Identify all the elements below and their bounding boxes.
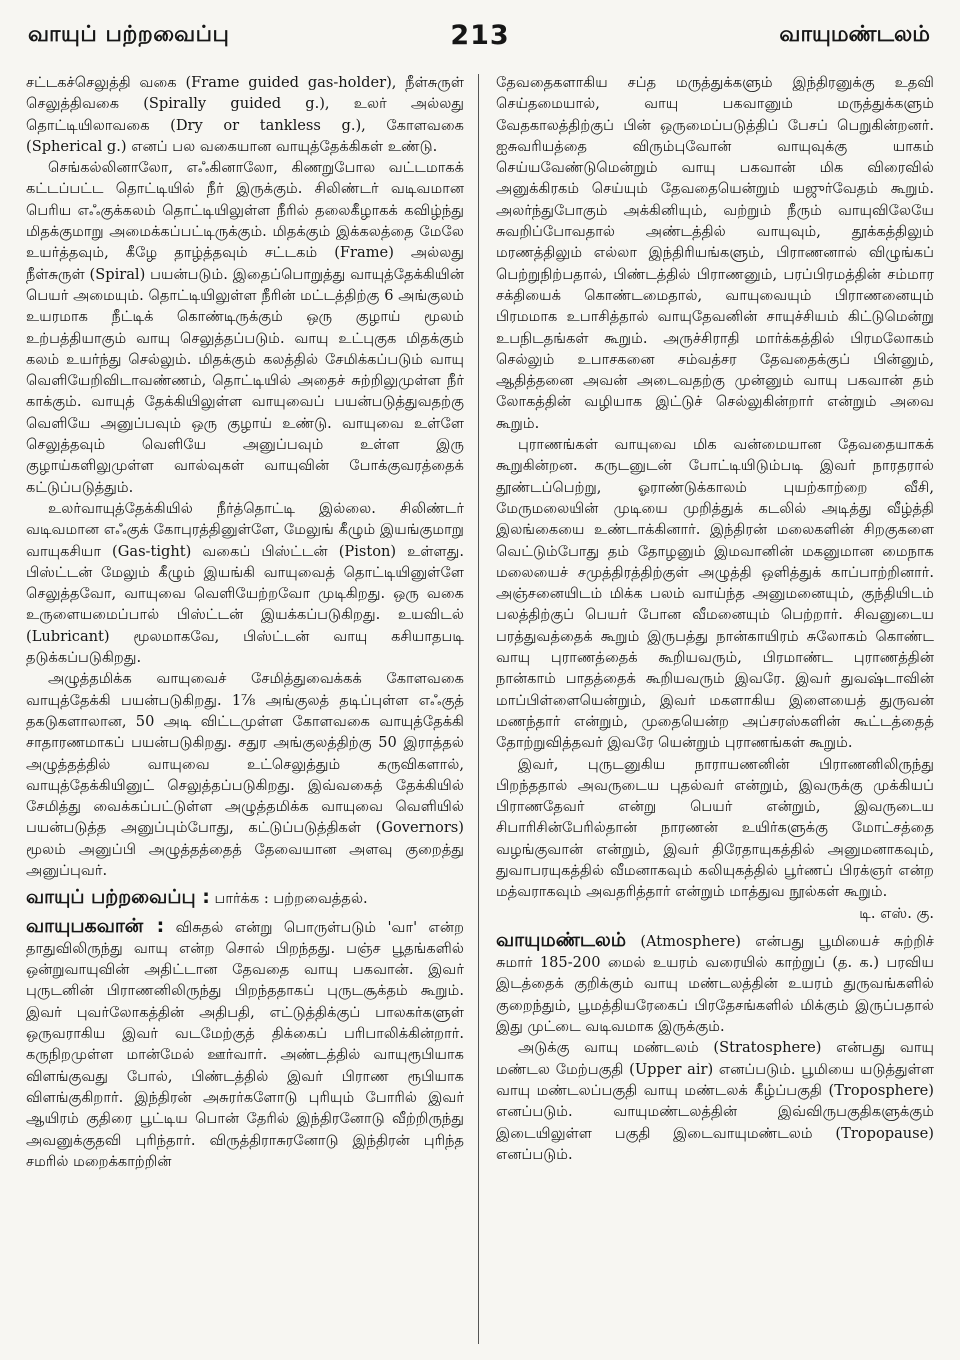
right-column [496,72,934,1347]
author-signature: டி. எஸ். கு. [859,904,934,922]
entry-text: (Atmosphere) என்பது பூமியைச் சுற்றிச் சுமார் 185-200 மைல் உயரம் வரையில் காற்றுப் (த. க.) பரவிய இடத்தைக் குறிக்கும் வாயு மண்டலத்தின் உயரம் துருவங்களில் குறைந்தும், பூமத்தியரேகைப் பிரதேசங்களில் மிக்கும் இருப்பதால் இது முட்டை வடிவமாக இருக்கும். [496,932,934,1036]
paragraph: செங்கல்லினாலோ, எஃகினாலோ, கிணறுபோல வட்டமாகக் கட்டப்பட்ட தொட்டியில் நீர் இருக்கும். சிலிண்டர் வடிவமான பெரிய எஃகுக்கலம் தொட்டியிலுள்ள நீரில் தலைகீழாகக் கவிழ்ந்து மிதக்குமாறு அமைக்கப்பட்டிருக்கும். மிதக்கும் இக்கலத்தை மேலே உயர்த்தவும், கீழே தாழ்த்தவும் சட்டகம் (Frame) அல்லது நீள்சுருள் (Spiral) பயன்படும். இதைப்பொறுத்து வாயுத்தேக்கியின் பெயர் அமையும். தொட்டியிலுள்ள நீரின் மட்டத்திற்கு 6 அங்குலம் உயரமாக நீட்டிக் கொண்டிருக்கும் ஒரு குழாய் மூலம் உற்பத்தியாகும் வாயு செலுத்தப்படும். வாயு உட்புகுக மிதக்கும் கலம் உயர்ந்து செல்லும். மிதக்கும் கலத்தில் சேமிக்கப்படும் வாயு வெளியேறிவிடாவண்ணம், தொட்டியில் அதைச் சுற்றிலுமுள்ள நீர் காக்கும். வாயுத் தேக்கியிலுள்ள வாயுவைப் பயன்படுத்துவதற்கு வெளியே அனுப்பவும் ஒரு குழாய் உண்டு. வாயுவை உள்ளே செலுத்தவும் வெளியே அனுப்பவும் உள்ள இரு குழாய்களிலுமுள்ள வால்வுகள் வாயுவின் போக்குவரத்தைக் கட்டுப்படுத்தும். [26,159,464,496]
entry-atmosphere [496,930,934,1037]
entry-text: பார்க்க : பற்றவைத்தல். [214,890,368,908]
column-divider [478,74,479,1344]
running-head-left: வாயுப் பற்றவைப்பு [28,22,230,47]
page-number: 213 [450,20,510,51]
paragraph: புராணங்கள் வாயுவை மிக வன்மையான தேவதையாகக் கூறுகின்றன. கருடனுடன் போட்டியிடும்படி இவர் நாரதரால் தூண்டப்பெற்று, ஓராண்டுக்காலம் புயற்காற்றை வீசி, மேருமலையின் முடியை முறித்துக் கடலில் அடித்து வீழ்த்தி இலங்கையை உண்டாக்கினார். இந்திரன் மலைகளின் சிறகுகளை வெட்டும்போது தம் தோழனும் இமவானின் மகனுமான மைநாக மலையைச் சமுத்திரத்திற்குள் அழுத்தி ஒளித்துக் காப்பாற்றினார். அஞ்சனையிடம் மிக்க பலம் வாய்ந்த அனுமனையும், குந்தியிடம் பலத்திற்குப் பெயர் போன வீமனையும் பெற்றார். சிவனுடைய பரத்துவத்தைக் கூறும் இருபத்து நான்காயிரம் சுலோகம் கொண்ட வாயு புராணத்தைக் கூறியவரும், பிரமாண்ட புராணத்தின் நான்காம் பாதத்தைக் கூறியவரும் இவரே. இவர் துவஷ்டாவின் மாப்பிள்ளையென்றும், இவர் மகளாகிய இளையைத் துருவன் மணந்தார் என்றும், முதையென்ற அப்சரஸ்களின் கூட்டத்தைத் தோற்றுவித்தவர் இவரே யென்றும் புராணங்கள் கூறும். [496,436,934,752]
entry-cross-reference [26,887,464,909]
left-column [26,72,464,1347]
paragraph: உலர்வாயுத்தேக்கியில் நீர்த்தொட்டி இல்லை. சிலிண்டர் வடிவமான எஃகுக் கோபுரத்தினுள்ளே, மேலுங் கீழும் இயங்குமாறு வாயுகசியா (Gas-tight) வகைப் பிஸ்ட்டன் (Piston) உள்ளது. பிஸ்ட்டன் மேலும் கீழும் இயங்கி வாயுவைத் தொட்டியினுள்ளே செலுத்தவோ, வாயுவை வெளியேற்றவோ முடிகிறது. ஒரு வகை உருளையமைப்பால் பிஸ்ட்டன் இயக்கப்படுகிறது. உயவிடல் (Lubricant) மூலமாகவே, பிஸ்ட்டன் வாயு கசியாதபடி தடுக்கப்படுகிறது. [26,499,464,667]
entry-text: விசுதல் என்று பொருள்படும் 'வா' என்ற தாதுவிலிருந்து வாயு என்ற சொல் பிறந்தது. பஞ்ச பூதங்களில் ஒன்றுவாயுவின் அதிட்டான தேவதை வாயு பகவான். இவர் புருடனின் பிராணனிலிருந்து பிறந்ததாகப் புருடசூக்தம் கூறும். இவர் புவர்லோகத்தின் அதிபதி, எட்டுத்திக்குப் பாலகர்களுள் ஒருவராகிய இவர் வடமேற்குத் திக்கைப் பரிபாலிக்கின்றார். கருநிறமுள்ள மான்மேல் ஊர்வார். அண்டத்தில் வாயுரூபியாக விளங்குவது போல், பிண்டத்தில் இவர் பிராண ரூபியாக விளங்குகிறார். இந்திரன் அசுரர்களோடு புரியும் போரில் இவர் ஆயிரம் குதிரை பூட்டிய பொன் தேரில் இந்திரனோடு வீற்றிருந்து அவனுக்குதவி புரிந்தார். விருத்திராசுரனோடு இந்திரன் புரிந்த சமரில் மறைக்காற்றின் [26,918,464,1170]
page-header [0,0,960,70]
paragraph: தேவதைகளாகிய சப்த மருத்துக்களும் இந்திரனுக்கு உதவி செய்தமையால், வாயு பகவானும் மருத்துக்களும் வேதகாலத்திற்குப் பின் ஒருமைப்படுத்திப் பேசப் பெறுகின்றனர். ஐசுவரியத்தை விரும்புவோன் வாயுவுக்கு யாகம் செய்யவேண்டுமென்றும் வாயு பகவான் மிக விரைவில் அனுக்கிரகம் செய்யும் தேவதையென்றும் யஜுர்வேதம் கூறும். அலர்ந்துபோகும் அக்கினியும், வற்றும் நீரும் வாயுவிலேயே சுவறிப்போவதால் அண்டத்தில் வாயுவும், தூக்கத்திலும் மரணத்திலும் எல்லா இந்திரியங்களும், பிராணனால் விழுங்கப் பெற்றுநிற்பதால், பிண்டத்தில் பிராணனும், பரப்பிரமத்தின் சம்மார சக்தியைக் கொண்டமைதால், வாயுவையும் பிராணனையும் பிரமமாக உபாசித்தால் வாயுதேவனின் சாயுச்சியம் கிட்டுமென்று உபநிடதங்கள் கூறும். அருச்சிராதி மார்க்கத்தில் பிரமலோகம் செல்லும் உபாசகனை சம்வத்சர தேவதைக்குப் பின்னும், ஆதித்தனை அவன் அடைவதற்கு முன்னும் வாயு பகவான் தம் லோகத்தின் வழியாக இட்டுச் செல்லுகின்றார் என்றும் அவை கூறும். [496,74,934,432]
entry-vayu-bhagavan [26,916,464,1173]
entry-headword: வாயுப் பற்றவைப்பு : [26,886,210,909]
paragraph: அடுக்கு வாயு மண்டலம் (Stratosphere) என்பது வாயு மண்டல மேற்பகுதி (Upper air) எனப்படும். பூமியை யடுத்துள்ள வாயு மண்டலப்பகுதி வாயு மண்டலக் கீழ்ப்பகுதி (Troposphere) எனப்படும். வாயுமண்டலத்தின் இவ்விருபகுதிகளுக்கும் இடையிலுள்ள பகுதி இடைவாயுமண்டலம் (Tropopause) எனப்படும். [496,1039,934,1163]
paragraph: அழுத்தமிக்க வாயுவைச் சேமித்துவைக்கக் கோளவகை வாயுத்தேக்கி பயன்படுகிறது. 1⅞ அங்குலத் தடிப்புள்ள எஃகுத் தகடுகளாலான, 50 அடி விட்டமுள்ள கோளவகை வாயுத்தேக்கி சாதாரணமாகப் பயன்படுகிறது. சதுர அங்குலத்திற்கு 50 இராத்தல் அழுத்தத்தில் வாயுவை உட்செலுத்தும் கருவிகளால், வாயுத்தேக்கியினுட் செலுத்தப்படுகிறது. இவ்வகைத் தேக்கியில் சேமித்து வைக்கப்பட்டுள்ள அழுத்தமிக்க வாயுவை வெளியில் பயன்படுத்த அனுப்பும்போது, கட்டுப்படுத்திகள் (Governors) மூலம் அனுப்பி அழுத்தத்தைத் தேவையான அளவு குறைத்து அனுப்புவர். [26,670,464,879]
entry-headword: வாயுமண்டலம் [496,928,627,951]
paragraph: சட்டகச்செலுத்தி வகை (Frame guided gas-holder), நீள்சுருள் செலுத்திவகை (Spirally guided g.), உலர் அல்லது தொட்டியிலாவகை (Dry or tankless g.), கோளவகை (Spherical g.) எனப் பல வகையான வாயுத்தேக்கிகள் உண்டு. [26,74,464,155]
paragraph: இவர், புருடனுகிய நாராயணனின் பிராணனிலிருந்து பிறந்ததால் அவருடைய புதல்வர் என்றும், இவருக்கு முக்கியப் பிராணதேவர் என்று பெயர் என்றும், இவருடைய சிபாரிசின்பேரில்தான் நாரணன் உயிர்களுக்கு மோட்சத்தை வழங்குவான் என்றும், இவர் திரேதாயுகத்தில் அனுமனாகவும், துவாபரயுகத்தில் வீமனாகவும் கலியுகத்தில் பூர்ணப் பிரக்ஞர் என்ற மத்வராகவும் அவதரித்தார் என்றும் மாத்துவ நூல்கள் கூறும். [496,755,934,901]
entry-headword: வாயுபகவான் : [26,914,165,937]
running-head-right: வாயுமண்டலம் [779,22,930,47]
